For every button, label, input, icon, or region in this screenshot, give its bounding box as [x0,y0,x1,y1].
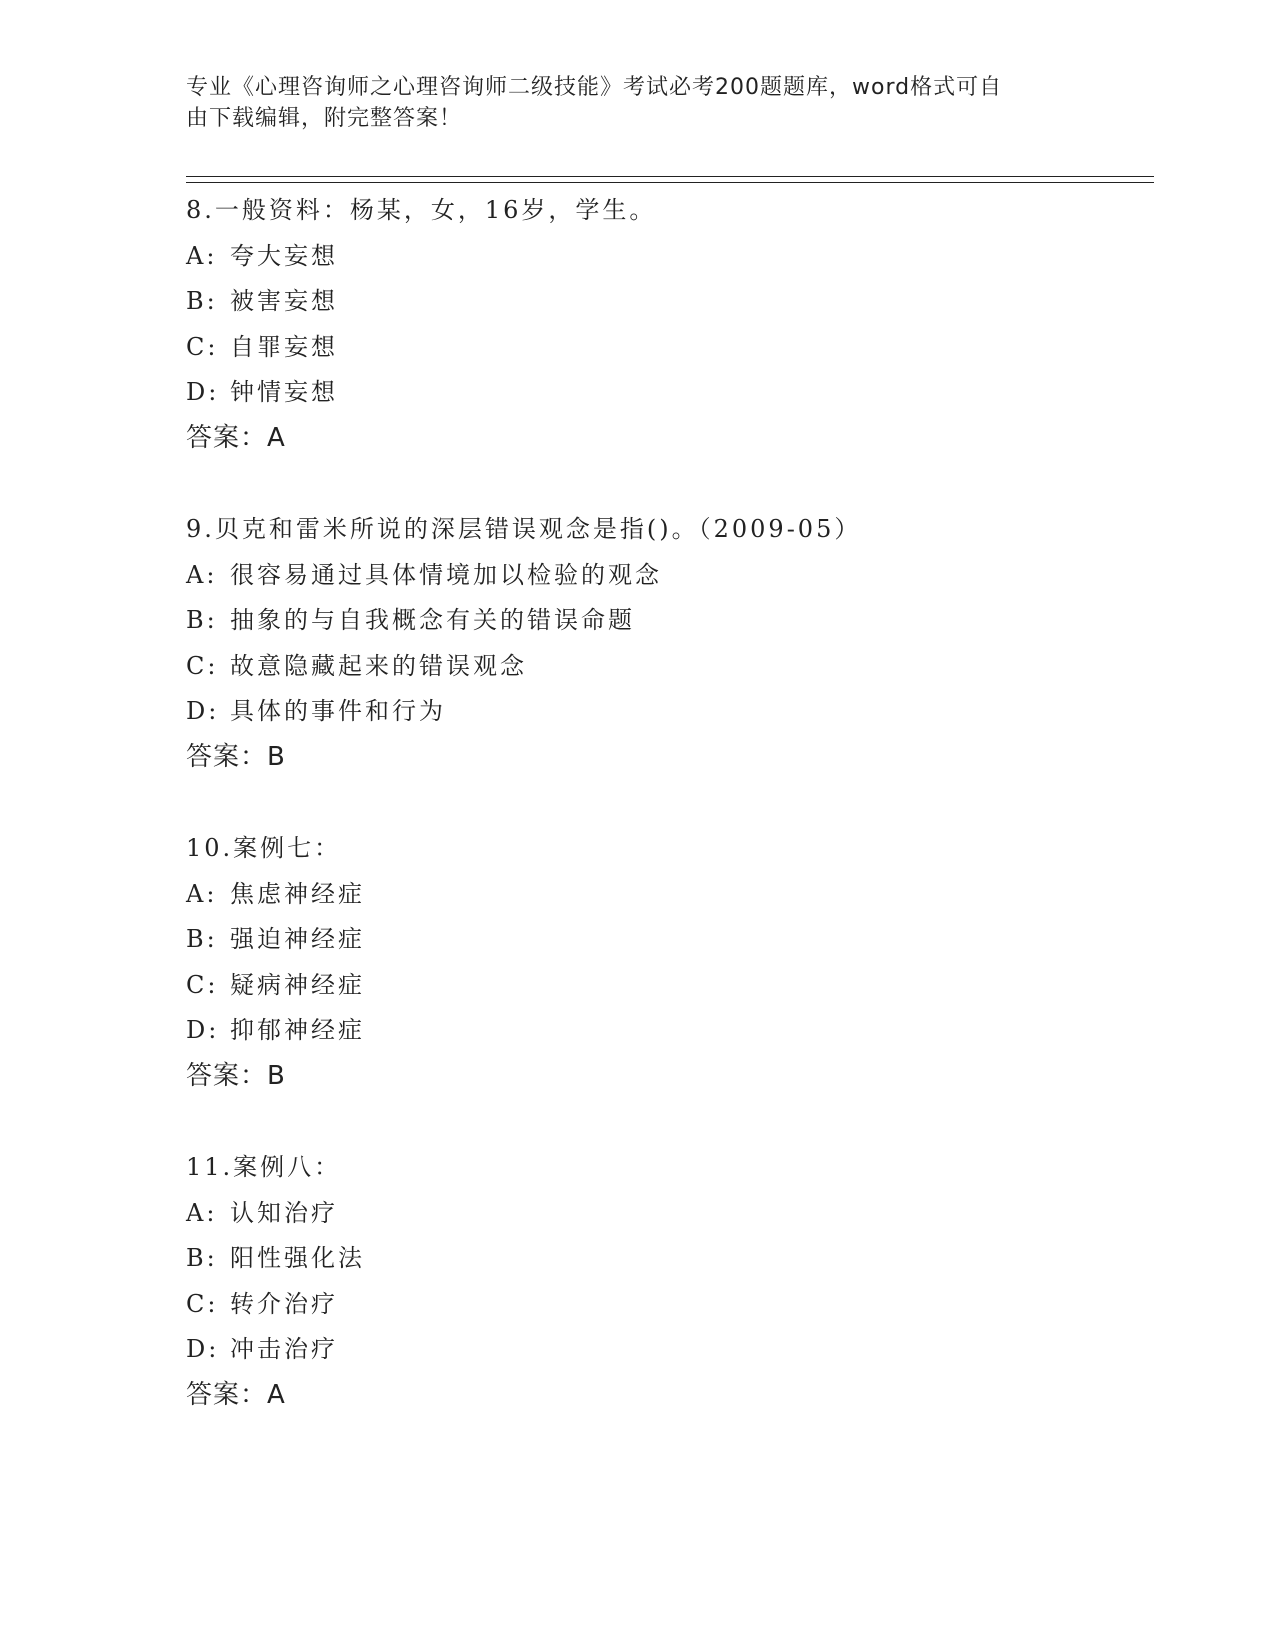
option-text: 冲击治疗 [230,1335,338,1363]
option-key: A: [186,560,218,589]
option-text: 故意隐藏起来的错误观念 [230,651,527,680]
option-b [186,1236,1154,1282]
option-c [186,644,1154,690]
question-list [186,188,1154,1464]
option-key: D: [186,697,220,725]
option-c [186,1282,1154,1328]
option-b [186,917,1154,963]
option-key: C: [186,332,219,361]
option-text: 强迫神经症 [230,925,365,953]
option-key: B: [186,287,218,315]
question-item [186,507,1154,780]
option-text: 很容易通过具体情境加以检验的观念 [230,560,662,589]
header-line-1: 专业《心理咨询师之心理咨询师二级技能》考试必考200题题库，word格式可自 [186,75,1003,100]
option-key: B: [186,606,218,634]
question-stem: 9.贝克和雷米所说的深层错误观念是指()。（2009-05） [186,515,862,543]
option-a [186,1191,1154,1237]
answer-line: 答案：B [186,1060,286,1091]
option-key: A: [186,879,218,908]
option-c [186,963,1154,1009]
question-item [186,1145,1154,1418]
option-key: A: [186,241,218,270]
option-key: B: [186,925,218,953]
option-b [186,598,1154,644]
header-line-2: 由下载编辑，附完整答案！ [186,106,463,131]
option-a [186,234,1154,280]
option-key: C: [186,970,219,999]
header-divider-top [186,176,1154,177]
option-key: C: [186,1289,219,1318]
answer-line: 答案：A [186,422,286,453]
option-text: 抽象的与自我概念有关的错误命题 [230,606,635,634]
answer-line: 答案：A [186,1379,286,1410]
option-d [186,370,1154,416]
option-key: D: [186,1335,220,1363]
option-c [186,325,1154,371]
question-item [186,826,1154,1099]
option-d [186,1008,1154,1054]
option-key: D: [186,378,220,406]
option-key: D: [186,1016,220,1044]
option-d [186,689,1154,735]
option-a [186,872,1154,918]
option-text: 被害妄想 [230,287,338,315]
option-text: 钟情妄想 [230,378,338,406]
question-stem: 8.一般资料：杨某，女，16岁，学生。 [186,196,657,224]
option-text: 转介治疗 [230,1289,338,1318]
option-text: 阳性强化法 [230,1244,365,1272]
option-d [186,1327,1154,1373]
option-text: 焦虑神经症 [230,879,365,908]
option-text: 认知治疗 [230,1198,338,1227]
option-key: A: [186,1198,218,1227]
question-stem: 11.案例八： [186,1153,342,1181]
option-key: B: [186,1244,218,1272]
option-b [186,279,1154,325]
option-text: 夸大妄想 [230,241,338,270]
option-text: 疑病神经症 [230,970,365,999]
question-stem: 10.案例七： [186,834,342,862]
option-text: 自罪妄想 [230,332,338,361]
question-item [186,188,1154,461]
option-text: 具体的事件和行为 [230,697,446,725]
header-divider-bottom [186,182,1154,183]
answer-line: 答案：B [186,741,286,772]
option-a [186,553,1154,599]
option-text: 抑郁神经症 [230,1016,365,1044]
document-header [186,72,1066,134]
option-key: C: [186,651,219,680]
